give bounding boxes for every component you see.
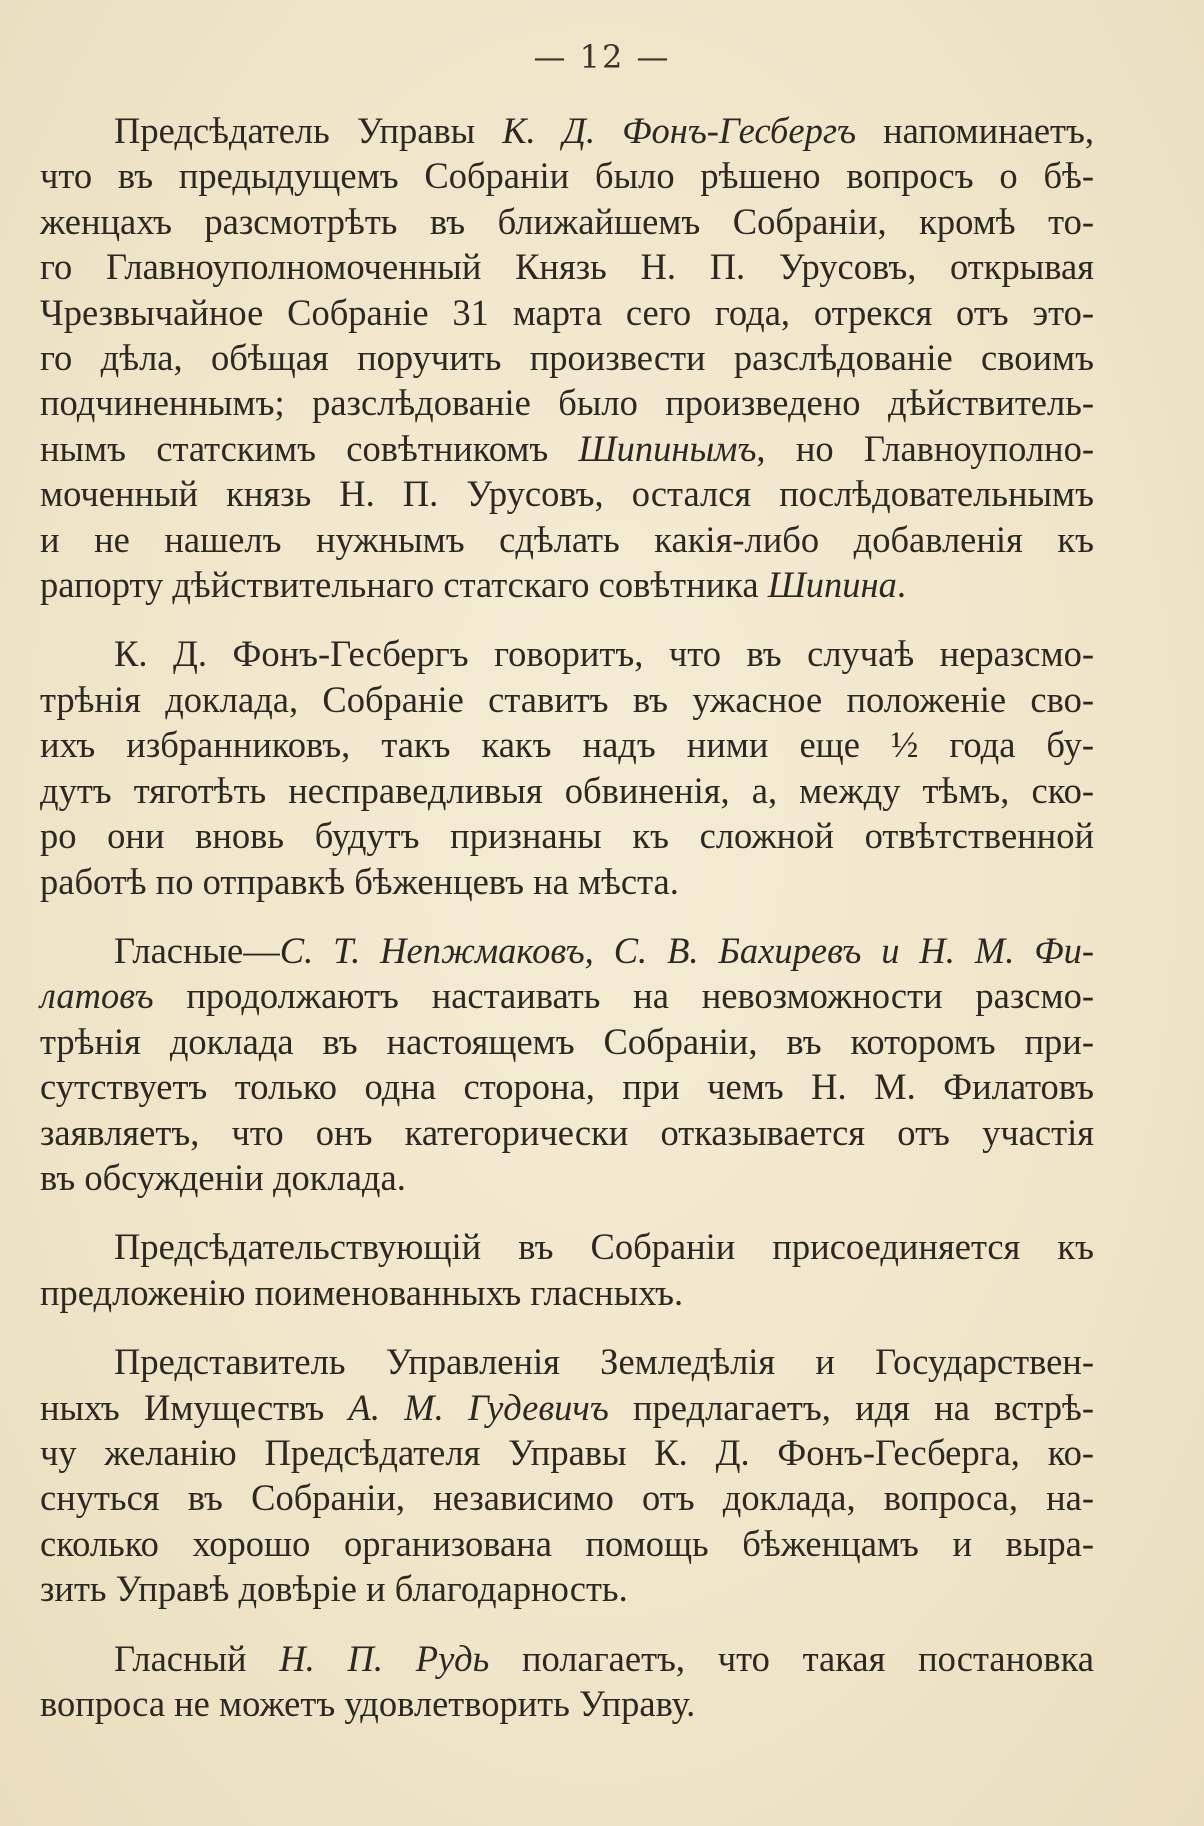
italic-name: А. М. Гудевичъ (348, 1386, 609, 1428)
text-run: Чрезвычайное Собраніе 31 марта сего года, отрекся отъ это- (40, 291, 1094, 333)
text-line (40, 1430, 1094, 1475)
text-line (40, 153, 1094, 198)
text-run: снуться въ Собраніи, независимо отъ доклада, вопроса, на- (40, 1477, 1094, 1519)
text-line (40, 426, 1094, 471)
text-run: что въ предыдущемъ Собраніи было рѣшено вопросъ о бѣ- (40, 155, 1094, 197)
paragraph (40, 1339, 1094, 1611)
italic-name: Шипина (767, 564, 897, 606)
text-line (40, 199, 1094, 244)
text-run: вопроса не можетъ удовлетворить Управу. (40, 1683, 696, 1724)
text-line (40, 108, 1094, 153)
text-line (40, 928, 1094, 973)
text-line (40, 335, 1094, 380)
text-run: ро они вновь будутъ признаны къ сложной отвѣтственной (40, 815, 1094, 857)
text-line (40, 1110, 1094, 1155)
text-run: Гласный (114, 1637, 280, 1679)
text-run: полагаетъ, что такая постановка (489, 1637, 1095, 1679)
text-run: заявляетъ, что онъ категорически отказывается отъ участія (40, 1111, 1094, 1153)
text-line (40, 244, 1094, 289)
text-line (40, 1521, 1094, 1566)
text-run: женцахъ разсмотрѣть въ ближайшемъ Собраніи, кромѣ то- (40, 200, 1094, 242)
italic-name: С. Т. Непжмаковъ, С. В. Бахиревъ и Н. М. Фи- (279, 929, 1094, 971)
paragraph (40, 631, 1094, 903)
text-run: Представитель Управленія Земледѣлія и Государствен- (114, 1341, 1094, 1383)
text-line (40, 290, 1094, 335)
text-run: и не нашелъ нужнымъ сдѣлать какія-либо добавленія къ (40, 518, 1094, 560)
text-line (40, 1339, 1094, 1384)
text-run: трѣнія доклада, Собраніе ставитъ въ ужасное положеніе сво- (40, 678, 1094, 720)
text-run: подчиненнымъ; разслѣдованіе было произведено дѣйствитель- (40, 382, 1094, 424)
text-run: чу желанію Предсѣдателя Управы К. Д. Фонъ-Гесберга, ко- (40, 1431, 1094, 1473)
text-line (40, 1681, 1094, 1726)
text-line (40, 722, 1094, 767)
text-line (40, 1224, 1094, 1269)
text-run: зить Управѣ довѣріе и благодарность. (40, 1568, 628, 1610)
text-line (40, 631, 1094, 676)
italic-name: К. Д. Фонъ-Гесбергъ (502, 110, 857, 151)
text-line (40, 1270, 1094, 1315)
page-body (40, 108, 1094, 1726)
text-line (40, 380, 1094, 425)
italic-name: Н. П. Рудь (279, 1637, 490, 1679)
text-line (40, 677, 1094, 722)
paragraph (40, 928, 1094, 1200)
text-run: Предсѣдательствующій въ Собраніи присоединяется къ (114, 1226, 1094, 1268)
text-run: , но Главноуполно- (756, 427, 1094, 469)
text-line (40, 859, 1094, 904)
text-run: моченный князь Н. П. Урусовъ, остался послѣдовательнымъ (40, 473, 1094, 515)
text-run: ныхъ Имуществъ (40, 1386, 349, 1428)
text-line (40, 1636, 1094, 1681)
text-run: рапорту дѣйствительнаго статскаго совѣтника (40, 564, 768, 606)
text-run: К. Д. Фонъ-Гесбергъ говоритъ, что въ случаѣ неразсмо- (114, 633, 1094, 675)
paragraph (40, 1636, 1094, 1727)
text-line (40, 1475, 1094, 1520)
text-run: ихъ избранниковъ, такъ какъ надъ ними еще ½ года бу- (40, 724, 1094, 766)
italic-name: латовъ (40, 975, 154, 1017)
text-run: нымъ статскимъ совѣтникомъ (40, 427, 579, 469)
text-run: въ обсужденіи доклада. (40, 1156, 406, 1198)
text-line (40, 813, 1094, 858)
text-run: работѣ по отправкѣ бѣженцевъ на мѣста. (40, 860, 679, 902)
text-run: сутствуетъ только одна сторона, при чемъ Н. М. Филатовъ (40, 1066, 1094, 1108)
text-line (40, 1019, 1094, 1064)
page-number: — 12 — (533, 38, 671, 76)
text-run: продолжаютъ настаивать на невозможности разсмо- (153, 975, 1094, 1017)
text-line (40, 517, 1094, 562)
text-run: напоминаетъ, (856, 110, 1094, 151)
text-run: го Главноуполномоченный Князь Н. П. Урусовъ, открывая (40, 246, 1094, 288)
text-line (40, 973, 1094, 1018)
text-run: . (896, 564, 906, 606)
text-run: предлагаетъ, идя на встрѣ- (608, 1386, 1094, 1428)
text-run: сколько хорошо организована помощь бѣженцамъ и выра- (40, 1522, 1094, 1564)
text-run: Гласные— (114, 929, 280, 971)
text-line (40, 471, 1094, 516)
paragraph (40, 108, 1094, 607)
text-line (40, 1566, 1094, 1611)
text-run: дутъ тяготѣть несправедливыя обвиненія, а, между тѣмъ, ско- (40, 769, 1094, 811)
text-line (40, 562, 1094, 607)
text-run: предложенію поименованныхъ гласныхъ. (40, 1271, 684, 1313)
text-run: Предсѣдатель Управы (114, 110, 503, 151)
italic-name: Шипинымъ (578, 427, 757, 469)
text-line (40, 1064, 1094, 1109)
text-run: го дѣла, обѣщая поручить произвести разслѣдованіе своимъ (40, 337, 1094, 379)
paragraph (40, 1224, 1094, 1315)
text-line (40, 1385, 1094, 1430)
text-line (40, 768, 1094, 813)
text-line (40, 1155, 1094, 1200)
text-run: трѣнія доклада въ настоящемъ Собраніи, въ которомъ при- (40, 1020, 1094, 1062)
